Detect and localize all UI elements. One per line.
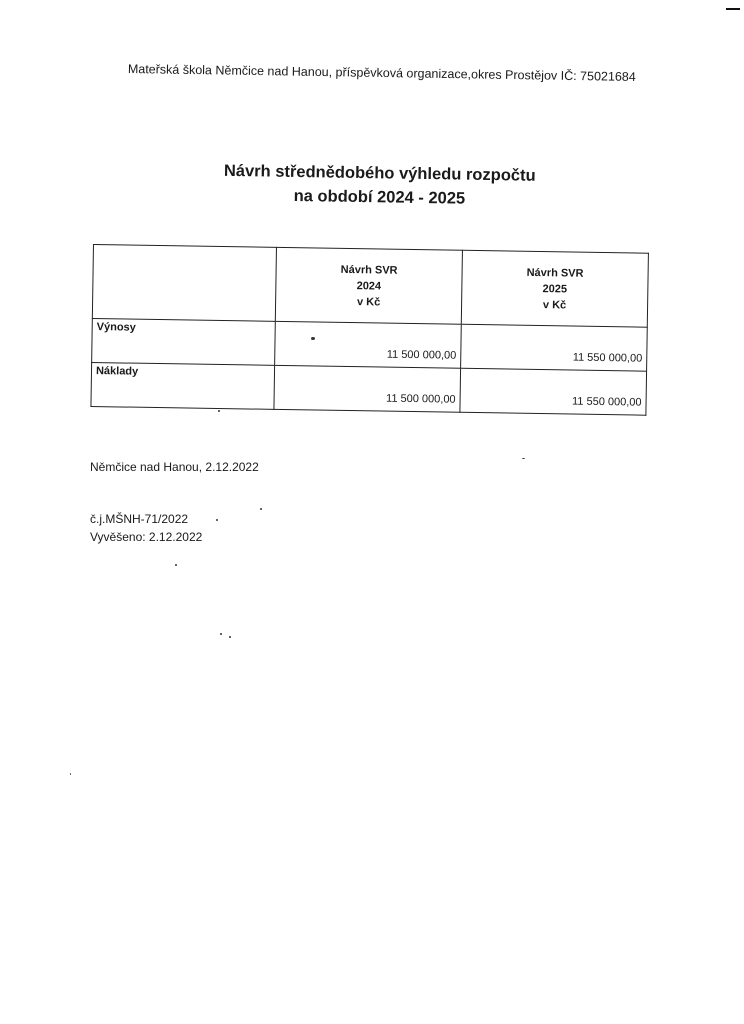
posted-date: Vyvěšeno: 2.12.2022 bbox=[90, 530, 203, 544]
value-naklady-2024: 11 500 000,00 bbox=[274, 365, 461, 412]
column-header-line: Návrh SVR bbox=[526, 266, 584, 280]
scan-speck bbox=[260, 508, 262, 510]
title-line-2: na období 2024 - 2025 bbox=[293, 186, 466, 208]
scan-speck bbox=[175, 564, 177, 566]
value-vynosy-2025: 11 550 000,00 bbox=[461, 324, 648, 371]
scan-speck bbox=[220, 633, 222, 635]
place-and-date: Němčice nad Hanou, 2.12.2022 bbox=[90, 460, 259, 474]
column-header-unit: v Kč bbox=[356, 295, 381, 309]
scan-speck bbox=[216, 519, 218, 521]
table-header-row bbox=[92, 245, 648, 328]
title-line-1: Návrh střednědobého výhledu rozpočtu bbox=[223, 161, 536, 185]
row-label-naklady: Náklady bbox=[91, 362, 275, 409]
scan-edge-mark bbox=[726, 8, 740, 10]
scan-speck bbox=[311, 337, 315, 340]
table-row bbox=[91, 362, 647, 415]
scan-speck bbox=[229, 636, 231, 638]
value-naklady-2025: 11 550 000,00 bbox=[460, 368, 647, 415]
scan-speck bbox=[522, 458, 525, 459]
column-header-2024 bbox=[275, 247, 462, 324]
row-label-vynosy: Výnosy bbox=[92, 318, 276, 365]
document-title bbox=[169, 158, 590, 213]
column-header-unit: v Kč bbox=[542, 298, 567, 311]
institution-header: Mateřská škola Němčice nad Hanou, příspěvková organizace,okres Prostějov IČ: 75021684 bbox=[127, 62, 636, 84]
column-header-line: Návrh SVR bbox=[340, 263, 398, 277]
budget-table-wrapper bbox=[90, 244, 647, 415]
column-header-2025 bbox=[461, 250, 648, 327]
column-header-year: 2025 bbox=[542, 282, 568, 295]
scan-speck bbox=[70, 773, 71, 775]
scan-speck bbox=[218, 410, 220, 412]
value-vynosy-2024: 11 500 000,00 bbox=[275, 321, 462, 368]
budget-table bbox=[90, 244, 648, 416]
reference-number: č.j.MŠNH-71/2022 bbox=[90, 512, 189, 526]
column-header-year: 2024 bbox=[356, 279, 382, 293]
header-empty-cell bbox=[92, 245, 276, 322]
